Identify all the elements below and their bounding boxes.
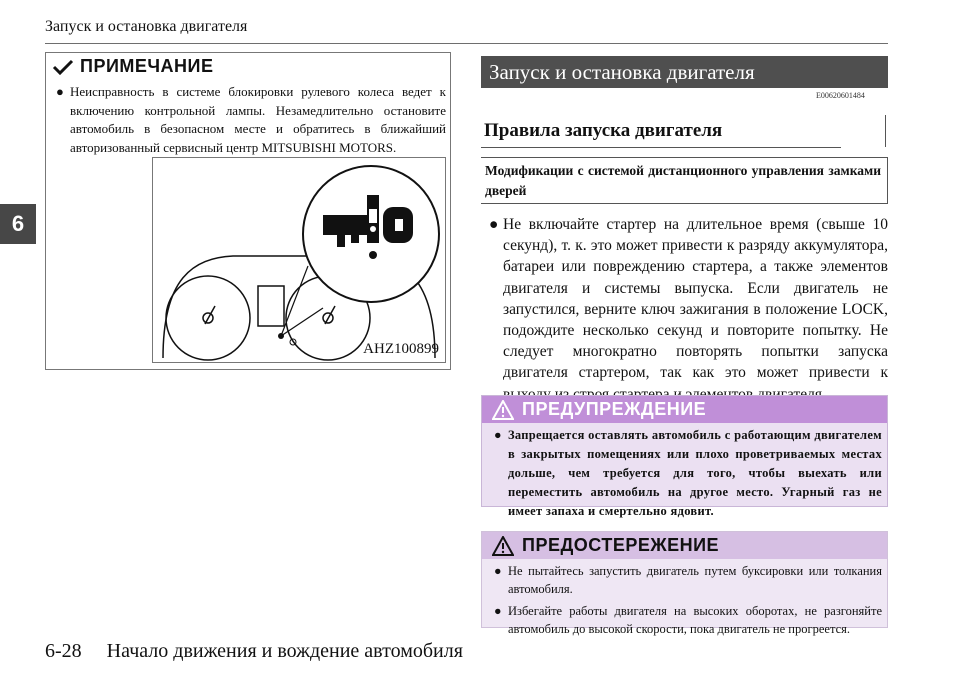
note-header bbox=[46, 53, 213, 80]
dashboard-figure bbox=[152, 157, 446, 363]
page-number: 6-28 bbox=[45, 640, 82, 662]
footer-section: Начало движения и вождение автомобиля bbox=[106, 640, 463, 662]
warning-header bbox=[482, 396, 887, 423]
note-text-block bbox=[56, 83, 446, 157]
caution-text-block bbox=[494, 562, 882, 642]
caution-item bbox=[494, 562, 882, 598]
warning-triangle-icon bbox=[492, 400, 514, 420]
caution-item bbox=[494, 602, 882, 638]
modification-note: Модификации с системой дистанционного управления замками дверей bbox=[481, 157, 888, 204]
warning-text: Запрещается оставлять автомобиль с работающим двигателем в закрытых помещениях или плохо проветриваемых местах дольше, чем требуется для того, чтобы выехать или переместить автомобиль на другое место. Угарный газ не имеет запаха и смертельно ядовит. bbox=[508, 428, 882, 518]
bullet-icon: ● bbox=[494, 604, 502, 618]
bullet-icon: ● bbox=[494, 564, 502, 578]
caution-item-text: Не пытайтесь запустить двигатель путем буксировки или толкания автомобиля. bbox=[508, 564, 882, 596]
note-text: Неисправность в системе блокировки рулевого колеса ведет к включению контрольной лампы. Незамедлительно остановите автомобиль в безопасном месте и обратитесь в ближайший авторизованный сервисный центр MITSUBISHI MOTORS. bbox=[70, 84, 446, 155]
figure-code: AHZ100899 bbox=[363, 341, 439, 357]
caution-box bbox=[481, 531, 888, 636]
caution-triangle-icon bbox=[492, 536, 514, 556]
header-divider bbox=[45, 43, 888, 44]
bullet-icon: ● bbox=[494, 428, 502, 442]
caution-header bbox=[482, 532, 887, 559]
bullet-icon: ● bbox=[56, 84, 64, 99]
caution-item-text: Избегайте работы двигателя на высоких оборотах, не разгоняйте автомобиль до высокой скорости, пока двигатель не прогреется. bbox=[508, 604, 882, 636]
page-footer bbox=[45, 640, 463, 663]
main-text-block bbox=[489, 214, 888, 405]
doc-code: E00620601484 bbox=[816, 91, 865, 100]
warning-box bbox=[481, 395, 888, 518]
subsection-underline bbox=[481, 147, 841, 148]
check-mark-icon bbox=[52, 59, 74, 75]
main-paragraph: Не включайте стартер на длительное время (свыше 10 секунд), т. к. это может привести к разряду аккумулятора, батареи или повреждению стартера, а также элементов двигателя и системы выпуска. Если двигатель не запустился, верните ключ зажигания в положение LOCK, подождите несколько секунд и повторите попытку. Не следует многократно повторять попытки запуска двигателя стартером, так как это может привести к bbox=[503, 216, 888, 382]
section-title-bar: Запуск и остановка двигателя bbox=[481, 56, 888, 88]
steering-lock-warning-icon bbox=[317, 195, 427, 265]
subsection-title: Правила запуска двигателя bbox=[484, 120, 723, 141]
note-title: ПРИМЕЧАНИЕ bbox=[80, 56, 214, 76]
subsection-side-rule bbox=[885, 115, 886, 147]
running-header: Запуск и остановка двигателя bbox=[45, 18, 248, 35]
chapter-tab: 6 bbox=[0, 204, 36, 244]
bullet-icon: ● bbox=[489, 216, 499, 233]
warning-title: ПРЕДУПРЕЖДЕНИЕ bbox=[522, 399, 707, 419]
caution-title: ПРЕДОСТЕРЕЖЕНИЕ bbox=[522, 535, 720, 555]
warning-text-block bbox=[494, 426, 882, 521]
